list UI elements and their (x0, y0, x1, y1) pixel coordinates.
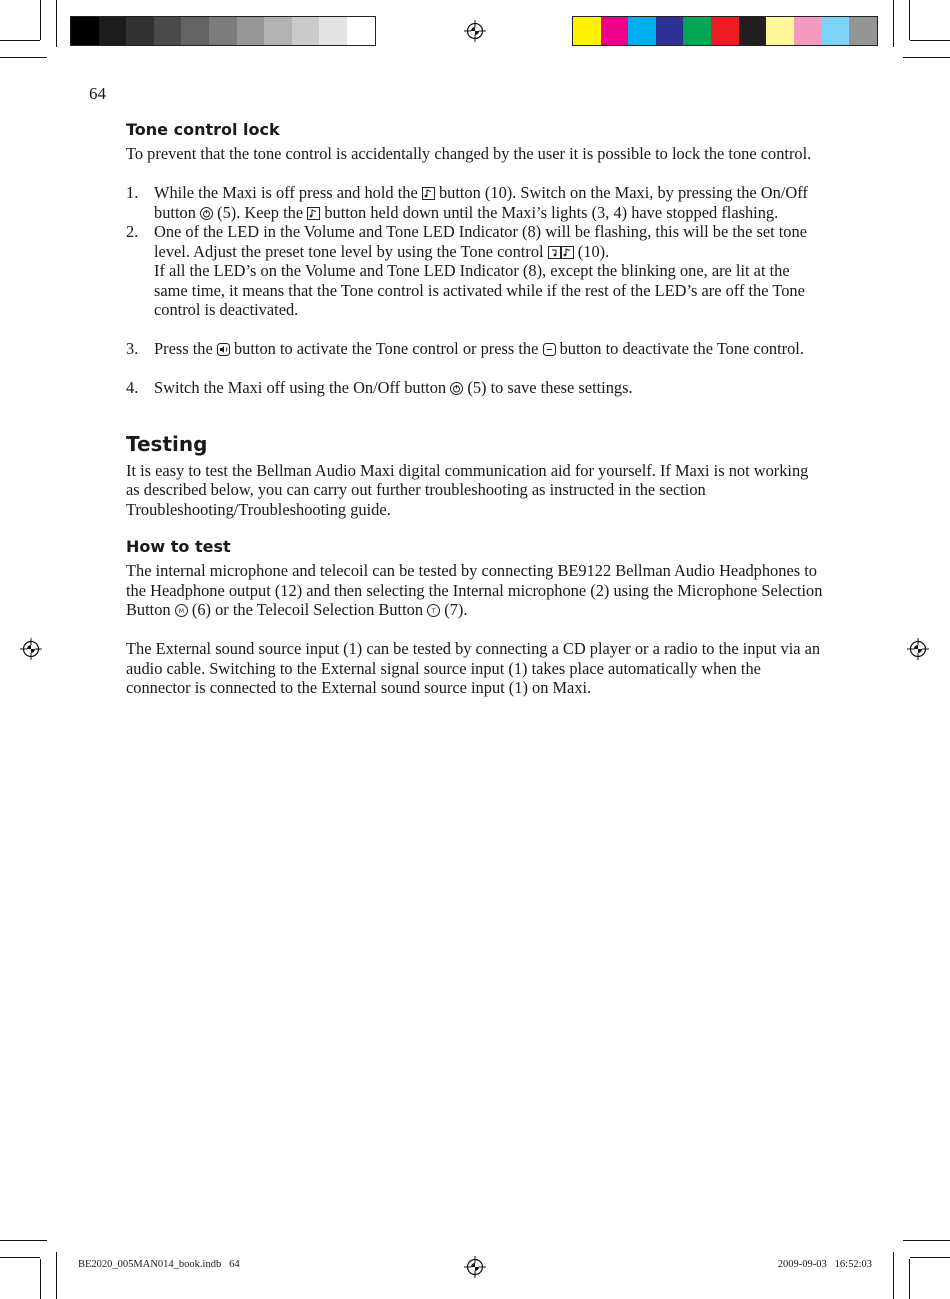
crop-mark (0, 1240, 47, 1241)
tone-up-icon (307, 207, 320, 220)
grayscale-color-bar (70, 16, 376, 46)
crop-mark (910, 1257, 950, 1258)
color-swatch (99, 17, 127, 45)
color-swatch (766, 17, 794, 45)
color-swatch (347, 17, 375, 45)
crop-mark (903, 57, 950, 58)
paragraph-text: (7). (444, 600, 468, 619)
color-swatch (319, 17, 347, 45)
microphone-select-icon (175, 604, 188, 617)
how-to-test-heading: How to test (126, 537, 231, 556)
color-swatch (264, 17, 292, 45)
external-input-paragraph: The External sound source input (1) can be tested by connecting a CD player or a radio to the input via an audio cable. Switching to the External signal source input (1) takes place automatically when the connector is connected to the External sound source input (1) on Maxi. (126, 639, 821, 697)
tone-up-icon (422, 187, 435, 200)
registration-mark-icon (464, 20, 486, 42)
step-text: While the Maxi is off press and hold the (154, 183, 418, 202)
crop-mark (40, 0, 41, 40)
color-swatch (181, 17, 209, 45)
step-number: 1. (126, 183, 139, 202)
step-text: One of the LED in the Volume and Tone LED Indicator (8) will be flashing, this will be the set tone level. Adjust the preset tone level by using the Tone control (154, 222, 807, 261)
step-text: Press the (154, 339, 213, 358)
step-text: button to deactivate the Tone control. (559, 339, 804, 358)
color-swatch (711, 17, 739, 45)
step-number: 2. (126, 222, 139, 241)
step-text: button (10). Switch on the Maxi, by pressing the On/Off button (154, 183, 808, 222)
color-swatch (126, 17, 154, 45)
list-item (126, 339, 826, 359)
tone-activate-icon (217, 343, 230, 356)
crop-mark (56, 0, 57, 47)
registration-mark-icon (20, 638, 42, 660)
crop-mark (909, 1259, 910, 1299)
color-swatch (71, 17, 99, 45)
step-text: button to activate the Tone control or press the (233, 339, 539, 358)
step-text: (10). (577, 241, 610, 261)
crop-mark (903, 1240, 950, 1241)
testing-heading: Testing (126, 431, 208, 456)
power-icon (200, 207, 213, 220)
step-text: Switch the Maxi off using the On/Off button (154, 378, 447, 397)
color-swatch (292, 17, 320, 45)
color-swatch (628, 17, 656, 45)
tone-lock-steps (126, 183, 826, 398)
color-swatch (849, 17, 877, 45)
list-item (126, 183, 826, 222)
registration-mark-icon (907, 638, 929, 660)
registration-mark-icon (464, 1256, 486, 1278)
list-item (126, 378, 826, 398)
crop-mark (40, 1259, 41, 1299)
process-color-bar (572, 16, 878, 46)
list-item (126, 222, 826, 320)
crop-mark (0, 57, 47, 58)
footer-file-name: BE2020_005MAN014_book.indb 64 (78, 1259, 240, 1270)
testing-intro: It is easy to test the Bellman Audio Maxi digital communication aid for yourself. If Maxi is not working as described below, you can carry out further troubleshooting as instructed in the section Troubleshooting/Troubleshooting guide. (126, 460, 809, 519)
paragraph-text: The internal microphone and telecoil can be tested by connecting BE9122 Bellman Audio Headphones to the Headphone output (12) and then selecting the Internal microphone (2) using the Microphone Selection Button (126, 561, 823, 619)
crop-mark (893, 1252, 894, 1299)
color-swatch (601, 17, 629, 45)
color-swatch (154, 17, 182, 45)
step-text: button held down until the Maxi’s lights (3, 4) have stopped flashing. (324, 202, 779, 222)
color-swatch (656, 17, 684, 45)
color-swatch (739, 17, 767, 45)
tone-control-lock-intro: To prevent that the tone control is accidentally changed by the user it is possible to lock the tone control. (126, 144, 812, 163)
footer-timestamp: 2009-09-03 16:52:03 (777, 1259, 872, 1270)
page-number: 64 (89, 84, 106, 103)
crop-mark (0, 1257, 40, 1258)
step-number: 4. (126, 378, 139, 397)
tone-control-lock-heading: Tone control lock (126, 120, 280, 139)
step-text: If all the LED’s on the Volume and Tone LED Indicator (8), except the blinking one, are lit at the same time, it means that the Tone control is activated while if the rest of the LED’s are off the Tone control is deactivated. (154, 261, 805, 319)
paragraph-text: (6) or the Telecoil Selection Button (191, 600, 424, 619)
tone-deactivate-icon (543, 343, 556, 356)
crop-mark (0, 40, 40, 41)
list-gap (126, 359, 826, 379)
color-swatch (573, 17, 601, 45)
svg-text:T: T (431, 608, 436, 615)
color-swatch (683, 17, 711, 45)
telecoil-select-icon (427, 604, 440, 617)
step-text: (5) to save these settings. (467, 378, 633, 397)
how-to-test-paragraph (126, 561, 826, 620)
svg-text:M: M (178, 608, 184, 615)
tone-down-icon (548, 246, 561, 259)
tone-up-icon (561, 246, 574, 259)
crop-mark (893, 0, 894, 47)
list-gap (126, 320, 826, 340)
page-content (126, 120, 826, 698)
step-number: 3. (126, 339, 139, 358)
color-swatch (821, 17, 849, 45)
crop-mark (909, 0, 910, 40)
crop-mark (910, 40, 950, 41)
color-swatch (237, 17, 265, 45)
crop-mark (56, 1252, 57, 1299)
step-text: (5). Keep the (217, 202, 304, 222)
color-swatch (209, 17, 237, 45)
color-swatch (794, 17, 822, 45)
power-icon (450, 382, 463, 395)
